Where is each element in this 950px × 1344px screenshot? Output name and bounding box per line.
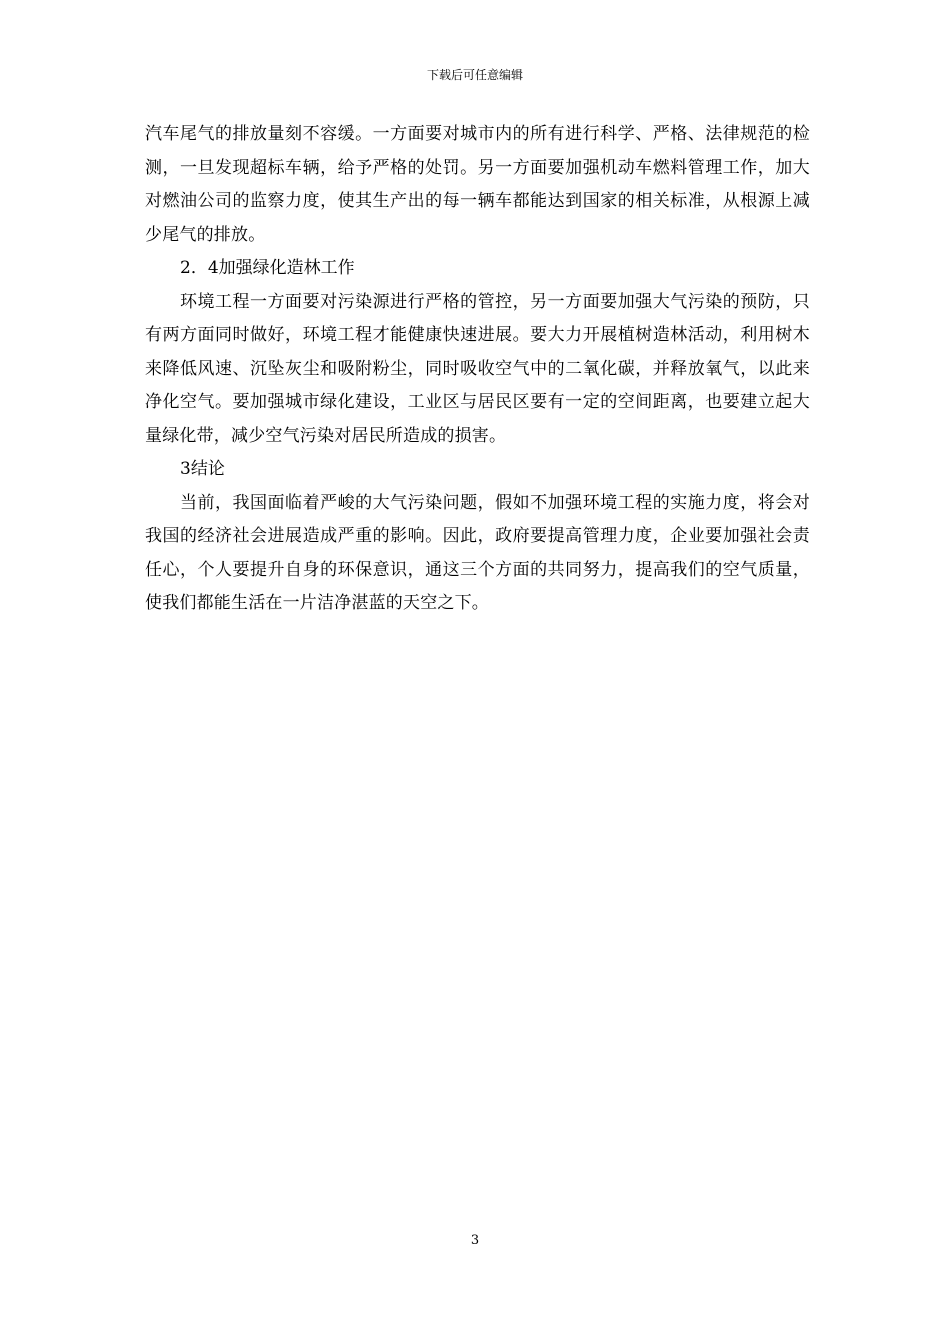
document-body	[145, 118, 810, 621]
paragraph-continued: 汽车尾气的排放量刻不容缓。一方面要对城市内的所有进行科学、严格、法律规范的检测，一旦发现超标车辆，给予严格的处罚。另一方面要加强机动车燃料管理工作，加大对燃油公司的监察力度，使其生产出的每一辆车都能达到国家的相关标准，从根源上减少尾气的排放。	[145, 124, 810, 245]
paragraph-conclusion: 当前，我国面临着严峻的大气污染问题，假如不加强环境工程的实施力度，将会对我国的经济社会进展造成严重的影响。因此，政府要提高管理力度，企业要加强社会责任心，个人要提升自身的环保意识，通这三个方面的共同努力，提高我们的空气质量，使我们都能生活在一片洁净湛蓝的天空之下。	[145, 492, 810, 613]
paragraph-afforestation: 环境工程一方面要对污染源进行严格的管控，另一方面要加强大气污染的预防，只有两方面同时做好，环境工程才能健康快速进展。要大力开展植树造林活动，利用树木来降低风速、沉坠灰尘和吸附粉尘，同时吸收空气中的二氧化碳，并释放氧气，以此来净化空气。要加强城市绿化建设，工业区与居民区要有一定的空间距离，也要建立起大量绿化带，减少空气污染对居民所造成的损害。	[145, 291, 810, 446]
section-heading-2-4: 2．4加强绿化造林工作	[180, 258, 355, 278]
page-header: 下载后可任意编辑	[426, 68, 523, 82]
page-number: 3	[470, 1233, 480, 1248]
section-heading-conclusion: 3结论	[180, 459, 225, 479]
